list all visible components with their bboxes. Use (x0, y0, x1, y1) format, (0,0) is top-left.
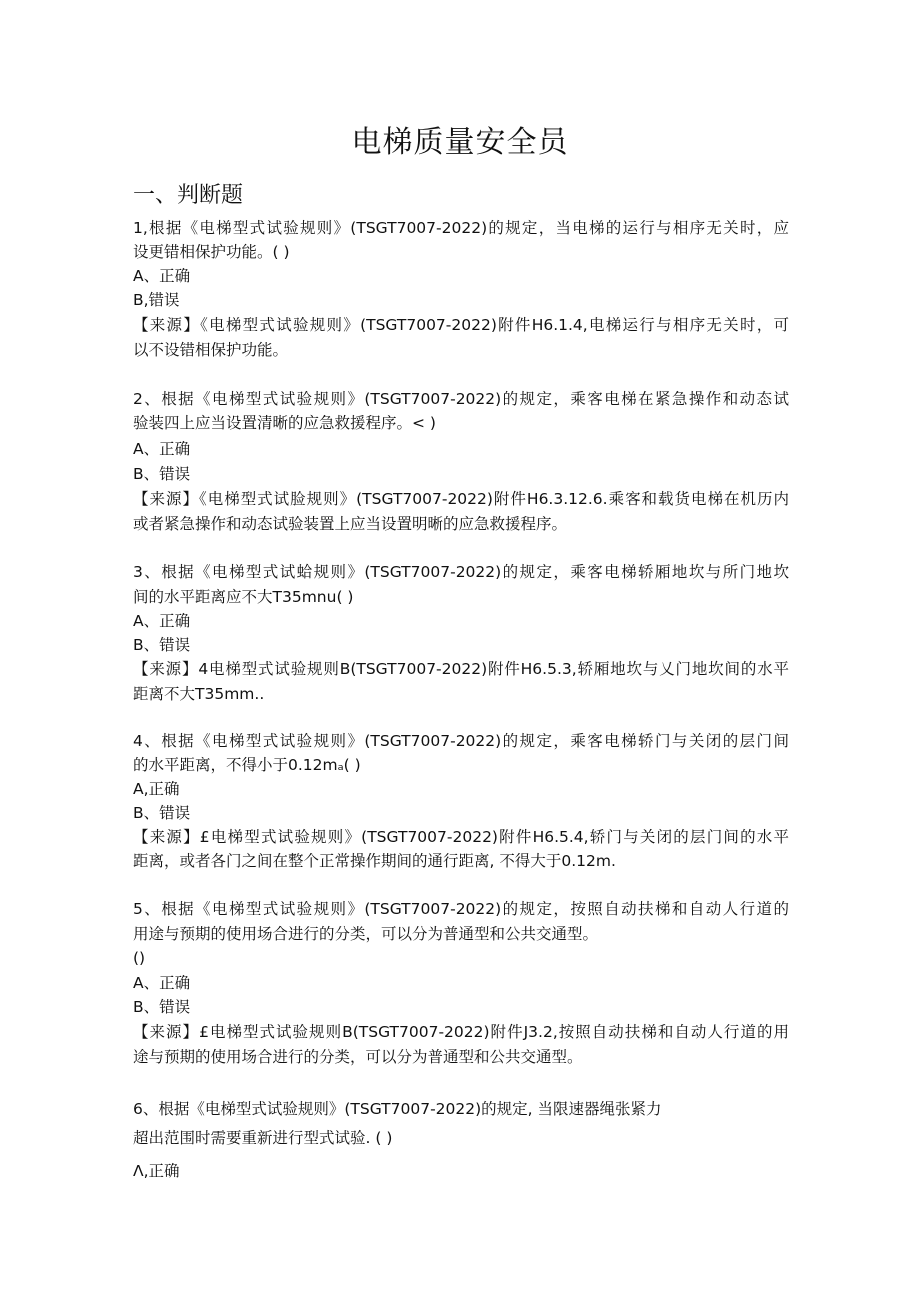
q4-line-1: 4、根据《电梯型式试验规则》(TSGT7007-2022)的规定，乘客电梯轿门与关闭的层门间 (133, 732, 789, 750)
q1-line-2: 设更错相保护功能。( ) (133, 243, 290, 261)
section-title: 一、判断题 (133, 183, 244, 208)
q3-line-1: 3、根据《电梯型式试蛤规则》(TSGT7007-2022)的规定，乘客电梯轿厢地坎与所门地坎 (133, 563, 789, 581)
q6-line-1: 6、根据《电梯型式试验规则》(TSGT7007-2022)的规定, 当限速器绳张紧力 (133, 1100, 662, 1118)
q1-option-a: A、正确 (133, 267, 191, 285)
q2-source-1: 【来源】《电梯型式试脸规则》(TSGT7007-2022)附件H6.3.12.6.乘客和载货电梯在机历内 (133, 490, 789, 508)
q4-option-a: A,正确 (133, 780, 180, 798)
q3-source-1: 【来源】4电梯型式试验规则B(TSGT7007-2022)附件H6.5.3,轿厢地坎与乂门地坎间的水平 (133, 660, 789, 678)
q5-source-2: 途与预期的使用场合进行的分类，可以分为普通型和公共交通型。 (133, 1048, 583, 1066)
q5-option-b: B、错误 (133, 998, 191, 1016)
q5-source-1: 【来源】£电梯型式试验规则B(TSGT7007-2022)附件J3.2,按照自动扶梯和自动人行道的用 (133, 1023, 789, 1041)
q5-answer-blank: () (133, 949, 146, 967)
q5-line-2: 用途与预期的使用场合进行的分类，可以分为普通型和公共交通型。 (133, 925, 599, 943)
q3-option-b: B、错误 (133, 636, 191, 654)
q1-source-2: 以不设错相保护功能。 (133, 341, 289, 359)
q3-option-a: A、正确 (133, 612, 191, 630)
q4-source-1: 【来源】£电梯型式试验规则》(TSGT7007-2022)附件H6.5.4,轿门与关闭的层门间的水平 (133, 828, 789, 846)
q5-line-1: 5、根据《电梯型式试验规则》(TSGT7007-2022)的规定，按照自动扶梯和自动人行道的 (133, 900, 789, 918)
q1-source-1: 【来源】《电梯型式试验规则》(TSGT7007-2022)附件H6.1.4,电梯运行与相序无关时，可 (133, 316, 789, 334)
q3-line-2: 间的水平距离应不大T35mnu( ) (133, 588, 354, 606)
q1-line-1: 1,根据《电梯型式试验规则》(TSGT7007-2022)的规定，当电梯的运行与相序无关时，应 (133, 219, 789, 237)
q6-line-2: 超出范围时需要重新进行型式试验. ( ) (133, 1129, 393, 1147)
q2-option-b: B、错误 (133, 465, 191, 483)
q1-option-b: B,错误 (133, 291, 180, 309)
q4-option-b: B、错误 (133, 804, 191, 822)
page-title: 电梯质量安全员 (351, 125, 569, 160)
q2-option-a: A、正确 (133, 440, 191, 458)
q6-option-a: Λ,正确 (133, 1162, 180, 1180)
q2-source-2: 或者紧急操作和动态试验装置上应当设置明晰的应急救援程序。 (133, 515, 568, 533)
q2-line-1: 2、根据《电梯型式试验规则》(TSGT7007-2022)的规定，乘客电梯在紧急操作和动态试 (133, 390, 789, 408)
q3-source-2: 距离不大T35mm.. (133, 685, 265, 703)
q5-option-a: A、正确 (133, 974, 191, 992)
q2-line-2: 验装四上应当设置清晰的应急救援程序。< ) (133, 414, 436, 432)
q4-source-2: 距离，或者各门之间在整个正常操作期间的通行距离, 不得大于0.12m. (133, 852, 616, 870)
q4-line-2: 的水平距离，不得小于0.12mₐ( ) (133, 756, 361, 774)
